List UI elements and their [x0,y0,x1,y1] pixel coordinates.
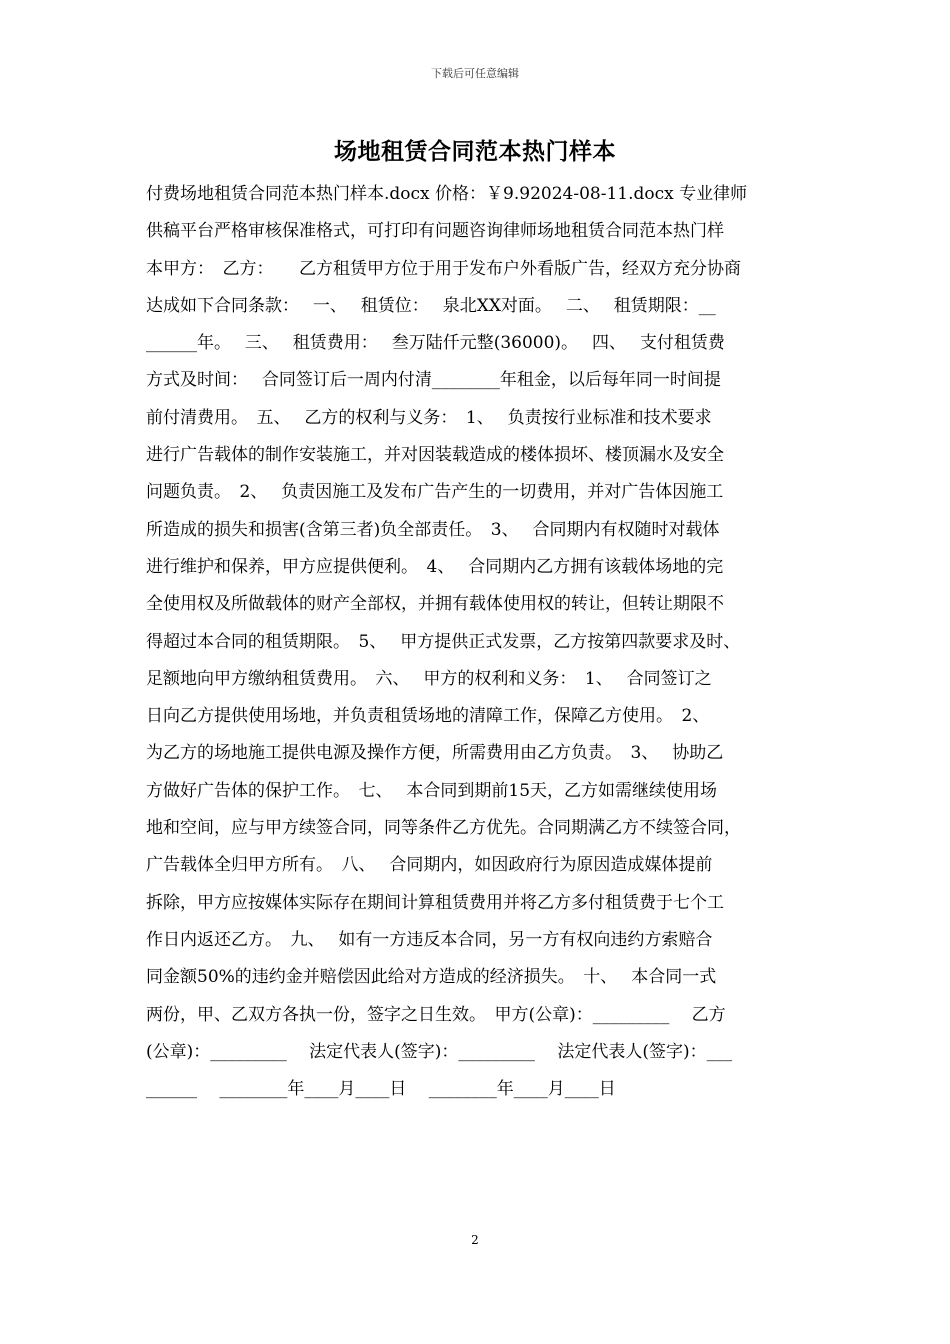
body-line: 广告载体全归甲方所有。 八、 合同期内，如因政府行为原因造成媒体提前 [146,855,713,876]
page-header-note: 下载后可任意编辑 [431,67,519,80]
body-line: 日向乙方提供使用场地，并负责租赁场地的清障工作，保障乙方使用。 2、 [146,706,710,727]
body-line: 问题负责。 2、 负责因施工及发布广告产生的一切费用，并对广告体因施工 [146,482,724,503]
body-line: (公章)：_________ 法定代表人(签字)：_________ 法定代表人(签字)：___ [146,1041,733,1062]
body-line: 足额地向甲方缴纳租赁费用。 六、 甲方的权利和义务： 1、 合同签订之 [146,668,712,689]
body-line: 进行维护和保养，甲方应提供便利。 4、 合同期内乙方拥有该载体场地的完 [146,556,724,577]
body-line: 本甲方： 乙方： 乙方租赁甲方位于用于发布户外看版广告，经双方充分协商 [146,258,741,279]
body-line: 作日内返还乙方。 九、 如有一方违反本合同，另一方有权向违约方索赔合 [146,929,713,950]
body-line: 全使用权及所做载体的财产全部权，并拥有载体使用权的转让，但转让期限不 [146,594,724,615]
body-line: 地和空间，应与甲方续签合同，同等条件乙方优先。合同期满乙方不续签合同， [146,818,741,839]
body-line: 为乙方的场地施工提供电源及操作方便，所需费用由乙方负责。 3、 协助乙 [146,743,724,764]
body-line: ______年。 三、 租赁费用： 叁万陆仟元整(36000)。 四、 支付租赁费 [146,333,725,354]
page-number: 2 [471,1233,479,1247]
body-line: 方式及时间： 合同签订后一周内付清________年租金，以后每年同一时间提 [146,370,721,391]
body-line: 所造成的损失和损害(含第三者)负全部责任。 3、 合同期内有权随时对载体 [146,519,720,540]
body-line: 前付清费用。 五、 乙方的权利与义务： 1、 负责按行业标准和技术要求 [146,407,712,428]
body-line: 供稿平台严格审核保准格式，可打印有问题咨询律师场地租赁合同范本热门样 [146,221,724,242]
contract-body [146,176,810,1108]
body-line: 得超过本合同的租赁期限。 5、 甲方提供正式发票，乙方按第四款要求及时、 [146,631,741,652]
body-line: 拆除，甲方应按媒体实际存在期间计算租赁费用并将乙方多付租赁费于七个工 [146,892,724,913]
body-line: 方做好广告体的保护工作。 七、 本合同到期前15天，乙方如需继续使用场 [146,780,718,801]
body-line: ______ ________年____月____日 ________年____月____日 [146,1079,616,1100]
body-line: 达成如下合同条款： 一、 租赁位： 泉北XX对面。 二、 租赁期限：__ [146,295,716,316]
body-line: 付费场地租赁合同范本热门样本.docx 价格：￥9.92024-08-11.docx 专业律师 [146,184,748,204]
body-line: 进行广告载体的制作安装施工，并对因装载造成的楼体损坏、楼顶漏水及安全 [146,445,724,466]
body-line: 两份，甲、乙双方各执一份，签字之日生效。 甲方(公章)：_________ 乙方 [146,1004,726,1025]
body-line: 同金额50%的违约金并赔偿因此给对方造成的经济损失。 十、 本合同一式 [146,967,717,988]
document-title: 场地租赁合同范本热门样本 [334,139,616,165]
